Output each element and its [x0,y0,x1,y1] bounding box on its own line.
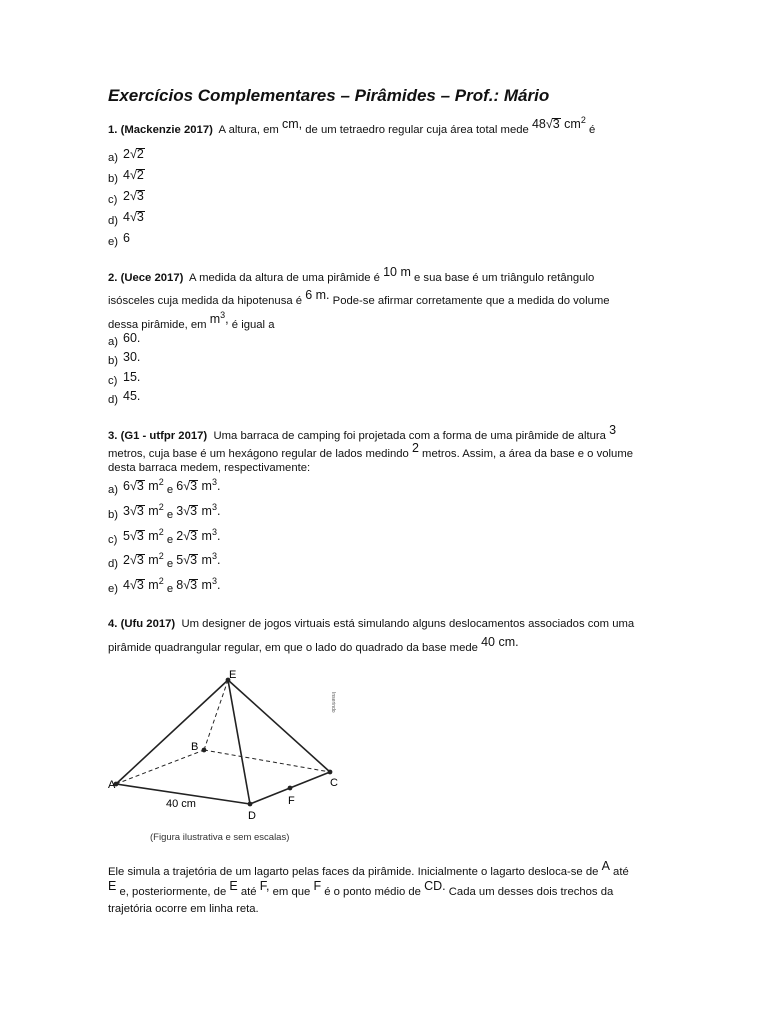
q3-statement-line1 [108,423,617,442]
option-value: 15. [123,370,141,384]
q3-statement-line3 [108,462,310,474]
q2-unit-comma: , [225,312,229,326]
vol-exp: 3 [211,502,217,512]
q1-math-area [532,117,586,131]
option-rad: 2 [136,147,144,161]
option-value: 6 [123,231,130,245]
vol-rad: 3 [190,553,198,567]
q2-text-b: e sua base é um triângulo retângulo [414,272,595,284]
q2-text-c: isósceles cuja medida da hipotenusa é [108,295,303,307]
q2-statement-line3 [108,310,275,331]
label-side: 40 cm [166,798,196,810]
radical-icon: √ [129,210,137,224]
option-coef: 4 [123,210,130,224]
vol-exp: 3 [211,551,217,561]
edge-ed [228,680,250,804]
q4-math-cd: CD. [424,879,446,893]
area-exp: 2 [158,502,164,512]
q1-option-b [108,168,145,185]
q1-text-c: é [588,124,596,136]
area-rad: 3 [136,578,144,592]
q2-text-f: é igual a [231,319,275,331]
option-area [123,578,164,592]
q4-math-e2: E [229,879,238,893]
q1-area-rad: 3 [552,117,560,131]
area-coef: 3 [123,504,130,518]
q4-text-d3: em que [272,886,311,898]
area-unit: m [148,479,159,493]
q4-statement-line2 [108,635,519,654]
radical-icon: √ [183,578,191,592]
vertex-b [202,748,207,753]
radical-icon: √ [183,479,191,493]
option-label: c) [108,375,118,387]
q1-source: (Mackenzie 2017) [120,124,213,136]
q1-option-d [108,210,145,227]
option-joiner: e [166,583,174,595]
option-rad: 3 [136,189,144,203]
area-coef: 5 [123,529,130,543]
vol-coef: 3 [176,504,184,518]
q3-text-b: metros, cuja base é um hexágono regular de lados medindo [108,448,409,460]
radical-icon: √ [129,504,137,518]
q2-statement-line1 [108,265,595,284]
figure-watermark: Inserindo [330,692,336,713]
radical-icon: √ [129,578,137,592]
vol-coef: 8 [176,578,184,592]
q1-text-a: A altura, em [218,124,279,136]
q4-text-b: pirâmide quadrangular regular, em que o lado do quadrado da base mede [108,642,478,654]
q3-option-d [108,551,221,570]
q4-text-c: Ele simula a trajetória de um lagarto pelas faces da pirâmide. Inicialmente o lagarto desloca-se de [108,866,599,878]
q4-number: 4. [108,618,118,630]
point-f [288,786,293,791]
vol-coef: 6 [176,479,184,493]
q4-math-f: F, [259,879,270,893]
q2-option-d [108,389,141,406]
area-rad: 3 [136,479,144,493]
area-coef: 4 [123,578,130,592]
q1-option-e [108,231,130,248]
option-area [123,479,164,493]
option-volume: 6√3 $m^3$. [176,477,221,493]
option-coef: 2 [123,147,130,161]
q4-text-a: Um designer de jogos virtuais está simulando alguns deslocamentos associados com uma [181,618,635,630]
edge-ec [228,680,330,772]
q3-option-a [108,477,221,496]
option-label: d) [108,394,119,406]
q2-unit: m [209,312,221,326]
q1-option-c [108,189,145,206]
label-b: B [191,741,199,753]
q1-math-unit: cm, [281,117,303,131]
area-rad: 3 [136,504,144,518]
option-joiner: e [166,558,174,570]
q2-number: 2. [108,272,118,284]
option-label: b) [108,355,119,367]
q2-text-e: dessa pirâmide, em [108,319,207,331]
q3-math-height: 3 [609,423,617,437]
vol-rad: 3 [190,504,198,518]
area-rad: 3 [136,529,144,543]
option-volume: 8√3 $m^3$. [176,576,221,592]
q3-statement-line2 [108,441,634,460]
q3-math-side: 2 [411,441,419,455]
area-exp: 2 [158,551,164,561]
option-label: c) [108,534,118,546]
q4-text-e: trajetória ocorre em linha reta. [108,903,259,915]
radical-icon: √ [129,529,137,543]
option-label: b) [108,509,119,521]
option-volume: 5√3 $m^3$. [176,551,221,567]
vol-unit: m [201,553,212,567]
q3-option-b [108,502,221,521]
vol-unit: m [201,529,212,543]
option-label: b) [108,173,119,185]
q2-statement-line2 [108,288,610,307]
q4-math-e: E [108,879,117,893]
q2-option-c [108,370,141,387]
vertex-c [328,770,333,775]
area-exp: 2 [158,527,164,537]
option-label: e) [108,583,119,595]
q4-text-d2: até [240,886,257,898]
q4-statement-line3 [108,859,629,878]
q2-source: (Uece 2017) [120,272,184,284]
radical-icon: √ [129,147,137,161]
page-title: Exercícios Complementares – Pirâmides – Prof.: Mário [108,86,550,105]
vol-coef: 5 [176,553,184,567]
q4-text-d4: é o ponto médio de [324,886,421,898]
q1-area-coef: 48 [531,117,546,131]
figure-caption: (Figura ilustrativa e sem escalas) [150,832,290,843]
q3-text-d: desta barraca medem, respectivamente: [108,462,311,474]
label-f: F [288,795,295,807]
q4-math-side: 40 cm. [481,635,519,649]
radical-icon: √ [129,189,137,203]
label-c: C [330,777,338,789]
vol-rad: 3 [190,578,198,592]
q2-math-height: 10 m [383,265,411,279]
option-label: a) [108,152,119,164]
area-unit: m [148,504,159,518]
radical-icon: √ [129,479,137,493]
area-rad: 3 [136,553,144,567]
option-coef: 4 [123,168,130,182]
label-e: E [229,669,237,681]
edge-ab [116,750,204,784]
option-area [123,504,164,518]
q4-math-f2: F [313,879,322,893]
q2-text-a: A medida da altura de uma pirâmide é [189,272,380,284]
vol-unit: m [201,479,212,493]
vol-unit: m [201,504,212,518]
vol-exp: 3 [211,527,217,537]
option-rad: 3 [136,210,144,224]
q2-option-a [108,331,141,348]
vol-coef: 2 [176,529,184,543]
q4-statement-line4 [108,879,614,898]
q1-text-b: de um tetraedro regular cuja área total mede [305,124,529,136]
option-area [123,529,164,543]
area-exp: 2 [158,576,164,586]
radical-icon: √ [129,168,137,182]
vol-exp: 3 [211,576,217,586]
area-coef: 2 [123,553,130,567]
q1-option-a [108,147,145,164]
q4-source: (Ufu 2017) [120,618,176,630]
option-coef: 2 [123,189,130,203]
q2-text-d: Pode-se afirmar corretamente que a medida do volume [332,295,610,307]
radical-icon: √ [183,529,191,543]
option-joiner: e [166,509,174,521]
label-d: D [248,810,256,822]
q3-text-a: Uma barraca de camping foi projetada com a forma de uma pirâmide de altura [213,430,606,442]
q1-number: 1. [108,124,118,136]
q3-text-c: metros. Assim, a área da base e o volume [422,448,634,460]
vol-rad: 3 [190,529,198,543]
option-value [123,210,145,224]
option-label: c) [108,194,118,206]
option-label: a) [108,484,119,496]
area-exp: 2 [158,477,164,487]
q2-option-b [108,350,141,367]
option-area [123,553,164,567]
q4-statement-line5 [108,903,259,915]
q4-text-d5: Cada um desses dois trechos da [448,886,614,898]
q3-number: 3. [108,430,118,442]
vertex-d [248,802,253,807]
area-unit: m [148,553,159,567]
q4-math-a: A [601,859,610,873]
edge-ea [116,680,228,784]
q1-statement [108,115,596,136]
edge-bc [204,750,330,772]
vol-exp: 3 [211,477,217,487]
option-volume: 2√3 $m^3$. [176,527,221,543]
option-label: d) [108,215,119,227]
option-value [123,168,145,182]
q3-option-c [108,527,221,546]
option-value: 30. [123,350,141,364]
option-label: e) [108,236,119,248]
option-rad: 2 [136,168,144,182]
q4-statement-line1 [108,618,634,630]
q3-option-e [108,576,221,595]
q4-text-c2: até [613,866,629,878]
option-label: a) [108,336,119,348]
option-label: d) [108,558,119,570]
option-joiner: e [166,484,174,496]
q2-math-hyp: 6 m. [305,288,330,302]
q2-math-unit [210,312,229,326]
area-unit: m [148,578,159,592]
radical-icon: √ [183,553,191,567]
q3-source: (G1 - utfpr 2017) [120,430,208,442]
option-value [123,147,145,161]
radical-icon: √ [545,117,553,131]
q2-unit-exp: 3 [220,310,226,320]
option-joiner: e [166,534,174,546]
pyramid-figure [108,664,348,854]
q1-area-unit: cm [564,117,581,131]
label-a: A [108,779,116,791]
q1-area-exp: 2 [580,115,586,125]
q4-text-d: e, posteriormente, de [119,886,227,898]
option-value [123,189,145,203]
option-volume: 3√3 $m^3$. [176,502,221,518]
option-value: 60. [123,331,141,345]
radical-icon: √ [129,553,137,567]
vol-rad: 3 [190,479,198,493]
area-unit: m [148,529,159,543]
radical-icon: √ [183,504,191,518]
area-coef: 6 [123,479,130,493]
option-value: 45. [123,389,141,403]
vol-unit: m [201,578,212,592]
